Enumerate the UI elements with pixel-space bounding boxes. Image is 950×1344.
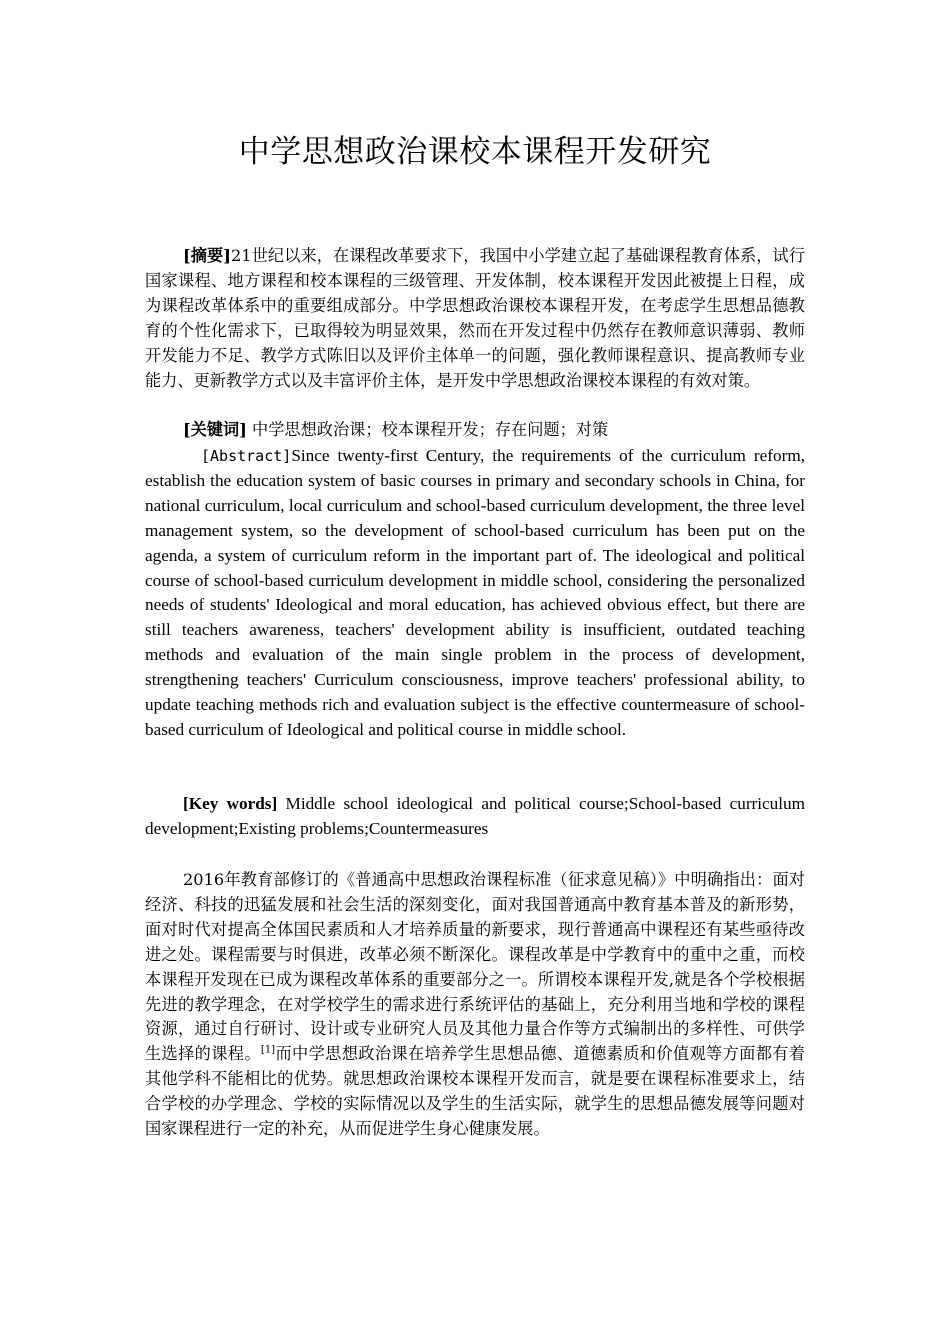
chinese-keywords xyxy=(145,418,805,443)
english-abstract-text: Since twenty-first Century, the requirements of the curriculum reform, establish the education system of basic courses in primary and secondary schools in China, for national curriculum, local curriculum and school-based curriculum development, the three level management system, so the development of school-based curriculum has been put on the agenda, a system of curriculum reform in the important part of. The ideological and political course of school-based curriculum development in middle school, considering the personalized needs of students' Ideological and moral education, has achieved obvious effect, but there are still teachers awareness, teachers' development ability is insufficient, outdated teaching methods and evaluation of the main single problem in the process of development, strengthening teachers' Curriculum consciousness, improve teachers' professional ability, to update teaching methods rich and evaluation subject is the effective countermeasure of school-based curriculum of Ideological and political course in middle school. xyxy=(145,446,805,739)
english-keywords-text: Middle school ideological and political course;School-based curriculum development;Existing problems;Countermeasures xyxy=(145,794,805,838)
english-keywords-label: [Key words] xyxy=(183,794,278,813)
chinese-keywords-text: 中学思想政治课；校本课程开发；存在问题；对策 xyxy=(246,420,609,439)
english-keywords xyxy=(145,792,805,842)
introduction-paragraph xyxy=(145,868,805,1142)
paper-title: 中学思想政治课校本课程开发研究 xyxy=(238,134,712,170)
chinese-abstract-text: 21世纪以来，在课程改革要求下，我国中小学建立起了基础课程教育体系，试行国家课程、地方课程和校本课程的三级管理、开发体制，校本课程开发因此被提上日程，成为课程改革体系中的重要组成部分。中学思想政治课校本课程开发，在考虑学生思想品德教育的个性化需求下，已取得较为明显效果，然而在开发过程中仍然存在教师意识薄弱、教师开发能力不足、教学方式陈旧以及评价主体单一的问题，强化教师课程意识、提高教师专业能力、更新教学方式以及丰富评价主体，是开发中学思想政治课校本课程的有效对策。 xyxy=(145,246,805,390)
intro-text-before: 2016年教育部修订的《普通高中思想政治课程标准（征求意见稿）》中明确指出：面对经济、科技的迅猛发展和社会生活的深刻变化，面对我国普通高中教育基本普及的新形势，面对时代对提高全体国民素质和人才培养质量的新要求，现行普通高中课程还有某些亟待改进之处。课程需要与时俱进，改革必须不断深化。课程改革是中学教育中的重中之重，而校本课程开发现在已成为课程改革体系的重要部分之一。所谓校本课程开发,就是各个学校根据先进的教学理念，在对学校学生的需求进行系统评估的基础上，充分利用当地和学校的课程资源，通过自行研讨、设计或专业研究人员及其他力量合作等方式编制出的多样性、可供学生选择的课程。 xyxy=(145,870,805,1064)
chinese-keywords-label: [关键词] xyxy=(183,420,247,439)
english-abstract xyxy=(145,444,805,743)
citation-marker[interactable]: [1] xyxy=(260,1044,276,1056)
english-abstract-label: [Abstract] xyxy=(201,447,292,465)
intro-text-after: 而中学思想政治课在培养学生思想品德、道德素质和价值观等方面都有着其他学科不能相比的优势。就思想政治课校本课程开发而言，就是要在课程标准要求上，结合学校的办学理念、学校的实际情况以及学生的生活实际，就学生的思想品德发展等问题对国家课程进行一定的补充，从而促进学生身心健康发展。 xyxy=(145,1044,806,1139)
chinese-abstract xyxy=(145,244,805,393)
chinese-abstract-label: [摘要] xyxy=(183,246,231,265)
